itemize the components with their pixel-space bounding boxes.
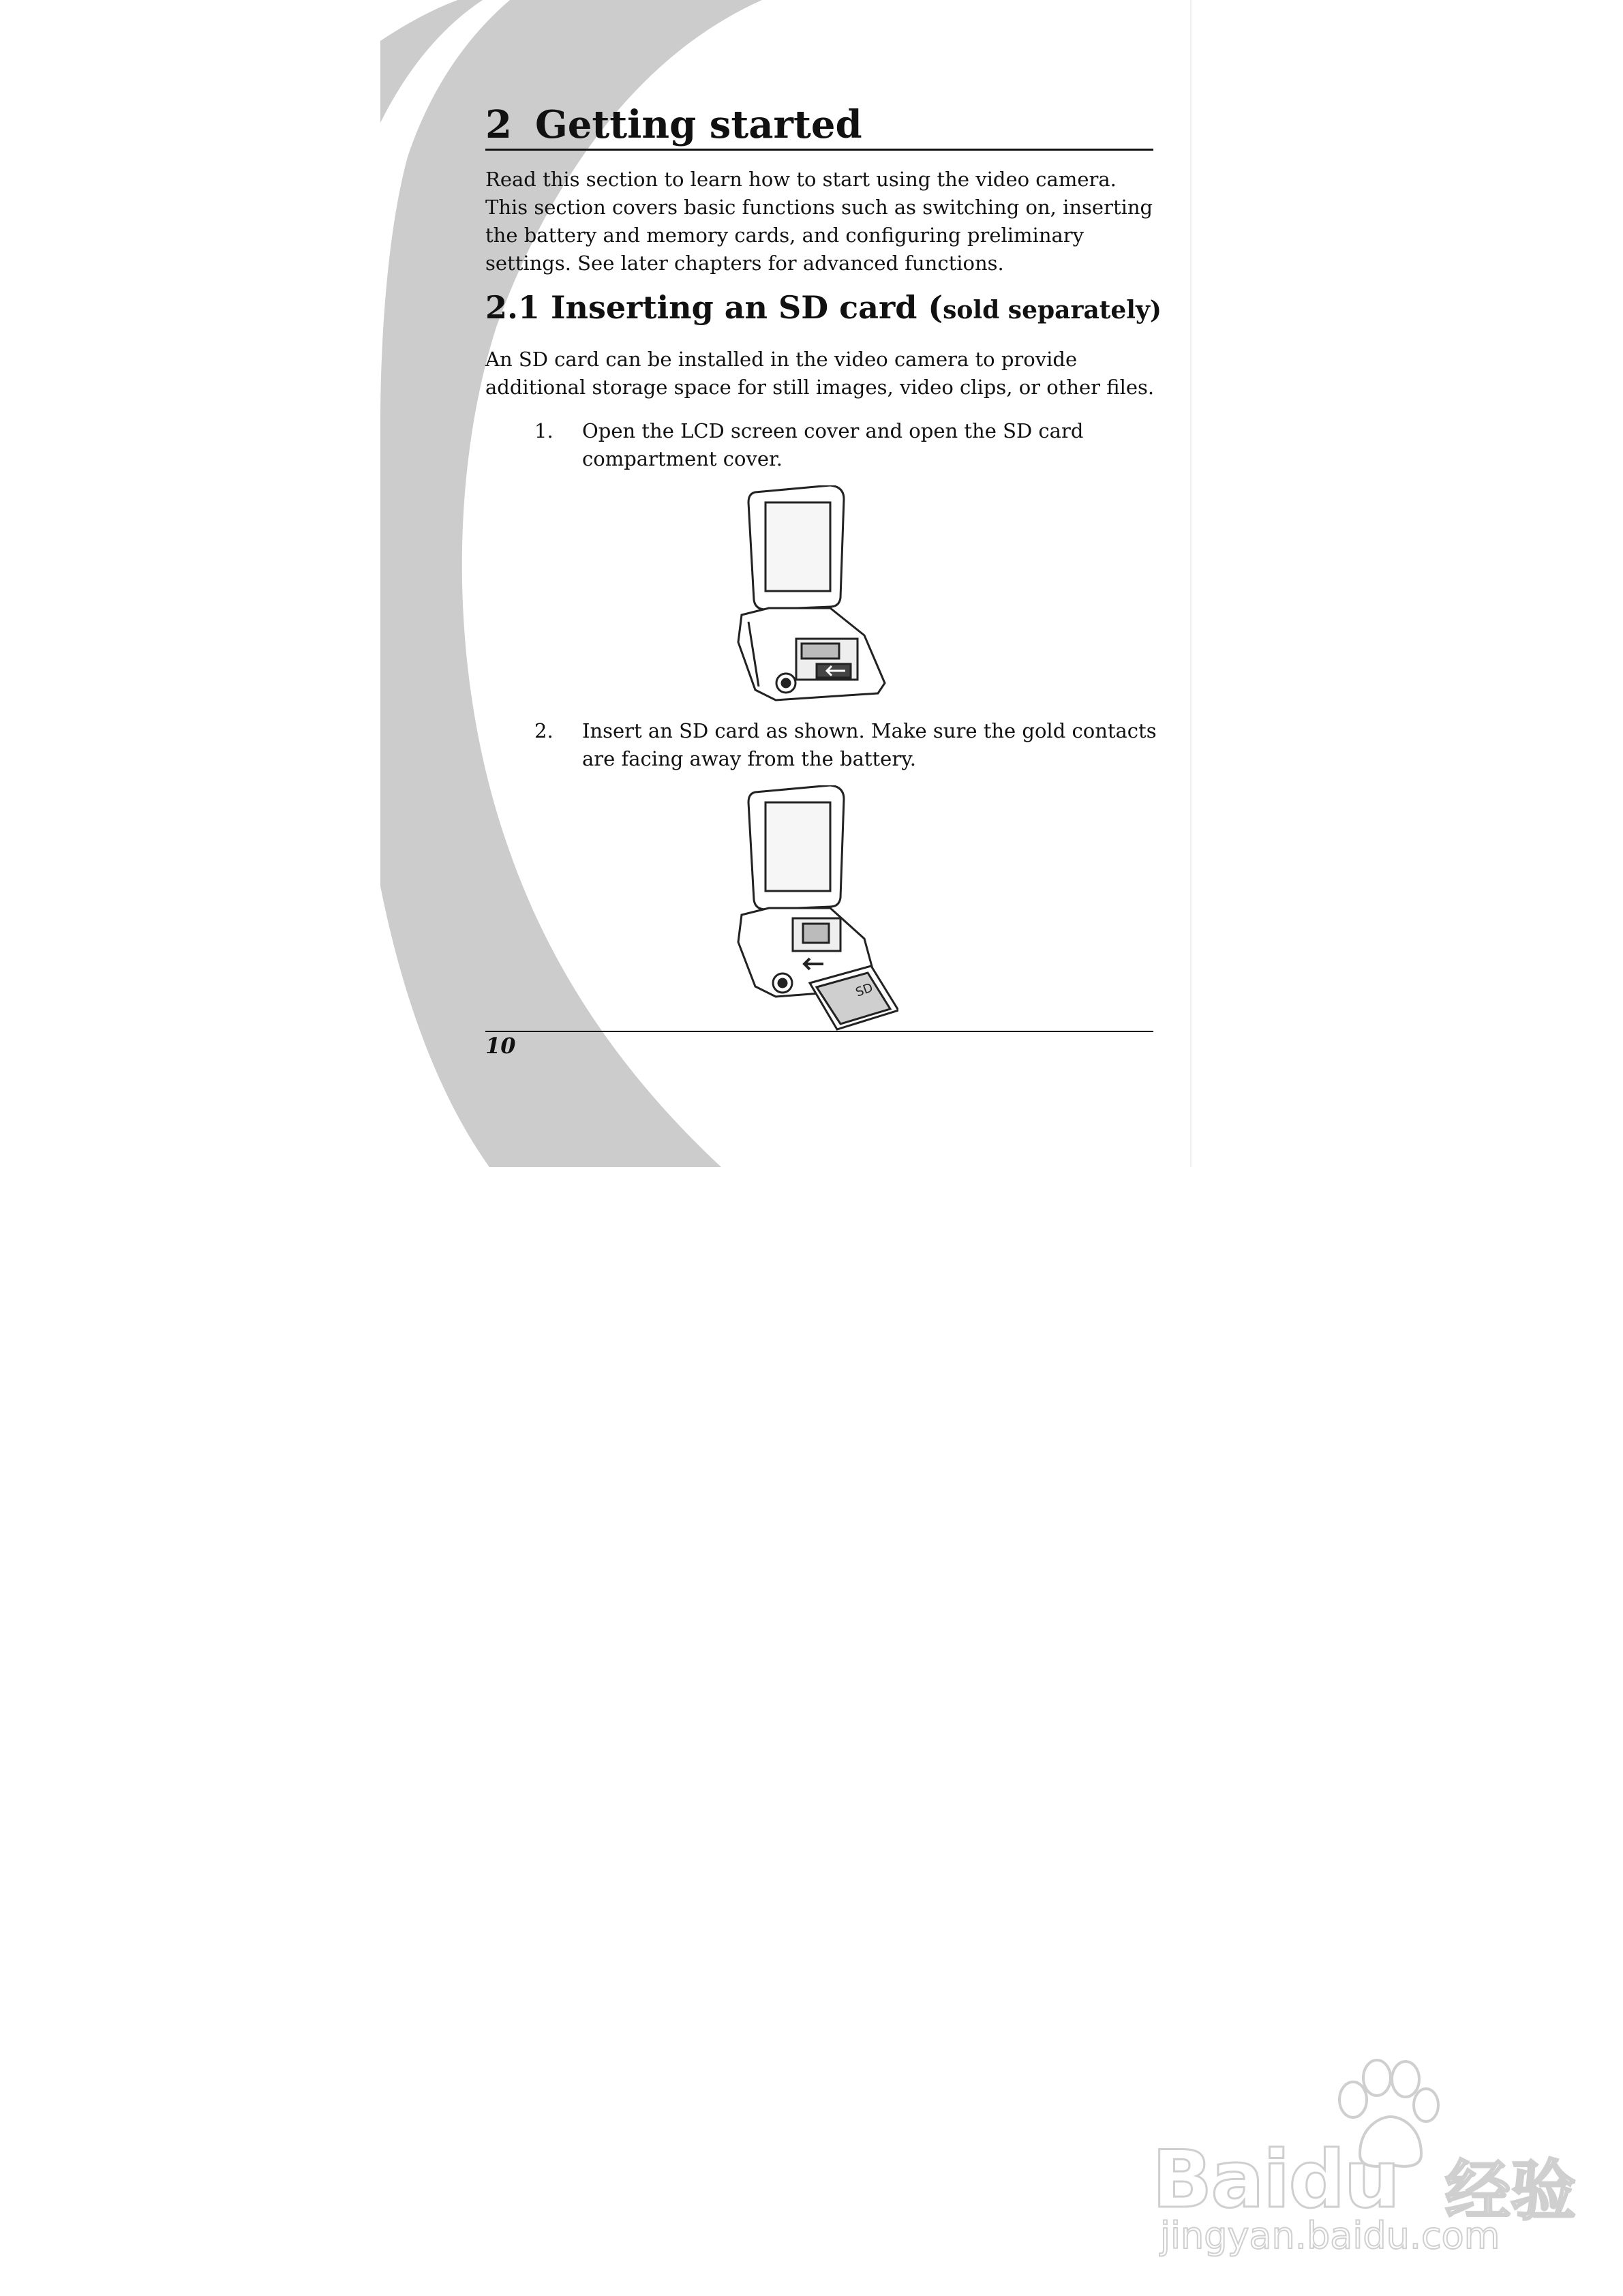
- page-edge: [1190, 0, 1192, 1167]
- step-number: 2.: [534, 719, 553, 742]
- chapter-title: [485, 102, 862, 147]
- title-rule: [485, 149, 1153, 151]
- section-title-close: ): [1149, 296, 1162, 324]
- step-number: 1.: [534, 419, 553, 442]
- section-title-main: 2.1 Inserting an SD card (: [485, 289, 943, 326]
- manual-page: [380, 0, 1192, 1167]
- sd-card-insert-illustration: [728, 785, 898, 1032]
- baidu-watermark: [1152, 2052, 1575, 2256]
- watermark-brand: Baidu: [1152, 2134, 1399, 2226]
- chapter-number: 2: [485, 102, 512, 147]
- watermark-cn: 经验: [1445, 2153, 1576, 2229]
- step-text: Open the LCD screen cover and open the SD card compartment cover.: [582, 419, 1084, 470]
- camera-open-cover-illustration: [728, 485, 898, 704]
- sd-intro-paragraph: An SD card can be installed in the video camera to provide additional storage space for still images, video clips, or other files.: [485, 348, 1155, 399]
- section-title-note: sold separately: [943, 296, 1150, 324]
- chapter-title-text: Getting started: [534, 102, 862, 147]
- intro-paragraph: Read this section to learn how to start using the video camera. This section covers basic functions such as switching on, inserting the battery and memory cards, and configuring preliminary settings. See later chapters for advanced functions.: [485, 168, 1153, 275]
- watermark-url: jingyan.baidu.com: [1160, 2214, 1500, 2257]
- step-text: Insert an SD card as shown. Make sure the gold contacts are facing away from the battery.: [582, 719, 1157, 770]
- page-number: 10: [485, 1033, 516, 1059]
- section-title: [485, 289, 1162, 326]
- svg-text:SD: SD: [853, 980, 875, 1000]
- footer-rule: [485, 1031, 1153, 1032]
